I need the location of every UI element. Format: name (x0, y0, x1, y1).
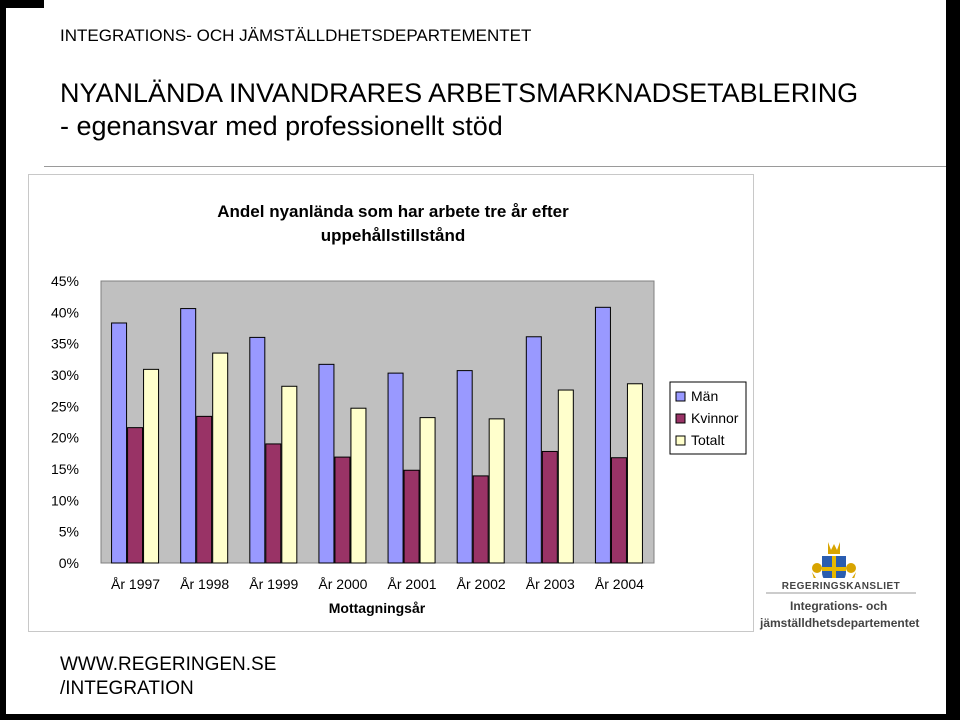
chart-frame (28, 174, 754, 632)
bar-kvinnor (473, 476, 488, 563)
bar-kvinnor (128, 428, 143, 563)
bar-kvinnor (197, 416, 212, 563)
crown-emblem-icon (754, 538, 930, 638)
bar-kvinnor (404, 470, 419, 563)
bar-totalt (489, 419, 504, 563)
x-tick-label: År 1997 (111, 576, 161, 592)
x-tick-label: År 1998 (180, 576, 230, 592)
bar-män (388, 373, 403, 563)
footer-url-line2: /INTEGRATION (60, 678, 194, 699)
x-tick-label: År 2002 (456, 576, 506, 592)
logo-line1: REGERINGSKANSLIET (781, 581, 901, 592)
bar-män (526, 337, 541, 563)
logo-line3: jämställdhetsdepartementet (760, 616, 920, 630)
bar-kvinnor (335, 457, 350, 563)
bar-totalt (282, 386, 297, 563)
x-tick-label: År 2003 (525, 576, 575, 592)
y-tick-label: 20% (50, 429, 79, 446)
y-tick-label: 25% (50, 398, 79, 415)
x-tick-label: År 1999 (249, 576, 299, 592)
bar-män (319, 364, 334, 563)
bar-män (181, 309, 196, 563)
bar-chart (29, 175, 753, 631)
legend-label: Män (691, 388, 719, 404)
page-subtitle: - egenansvar med professionellt stöd (60, 111, 503, 141)
logo-line2: Integrations- och (790, 599, 888, 613)
bar-totalt (144, 369, 159, 563)
y-tick-label: 15% (50, 461, 79, 477)
footer-url-line1: WWW.REGERINGEN.SE (60, 654, 277, 675)
bar-totalt (558, 390, 573, 563)
x-tick-label: År 2001 (387, 576, 437, 592)
bar-totalt (213, 353, 228, 563)
page-title: NYANLÄNDA INVANDRARES ARBETSMARKNADSETABLERING (60, 78, 859, 108)
x-axis-label: Mottagningsår (328, 600, 426, 616)
y-tick-label: 5% (58, 523, 79, 540)
regeringskansliet-logo (754, 538, 930, 638)
legend-swatch (676, 414, 685, 423)
bar-totalt (351, 408, 366, 563)
legend-swatch (676, 392, 685, 401)
legend-label: Kvinnor (691, 410, 739, 426)
bar-kvinnor (542, 451, 557, 563)
bar-män (457, 371, 472, 563)
y-tick-label: 35% (50, 335, 79, 352)
y-tick-label: 30% (50, 367, 79, 383)
y-tick-label: 45% (50, 273, 79, 289)
x-tick-label: År 2000 (318, 576, 368, 592)
bar-män (112, 323, 127, 563)
x-tick-label: År 2004 (594, 576, 644, 592)
y-tick-label: 10% (50, 492, 79, 509)
chart-title-line: Andel nyanlända som har arbete tre år efter (217, 202, 569, 221)
bar-totalt (627, 384, 642, 563)
legend-label: Totalt (691, 432, 725, 448)
legend-swatch (676, 436, 685, 445)
bar-kvinnor (266, 444, 281, 563)
bar-män (595, 307, 610, 563)
y-tick-label: 40% (50, 304, 79, 321)
y-tick-label: 0% (58, 555, 79, 571)
department-name: INTEGRATIONS- OCH JÄMSTÄLLDHETSDEPARTEMENTET (60, 26, 532, 45)
bar-män (250, 337, 265, 563)
chart-title-line: uppehållstillstånd (320, 226, 466, 245)
bar-totalt (420, 418, 435, 563)
bar-kvinnor (611, 458, 626, 563)
